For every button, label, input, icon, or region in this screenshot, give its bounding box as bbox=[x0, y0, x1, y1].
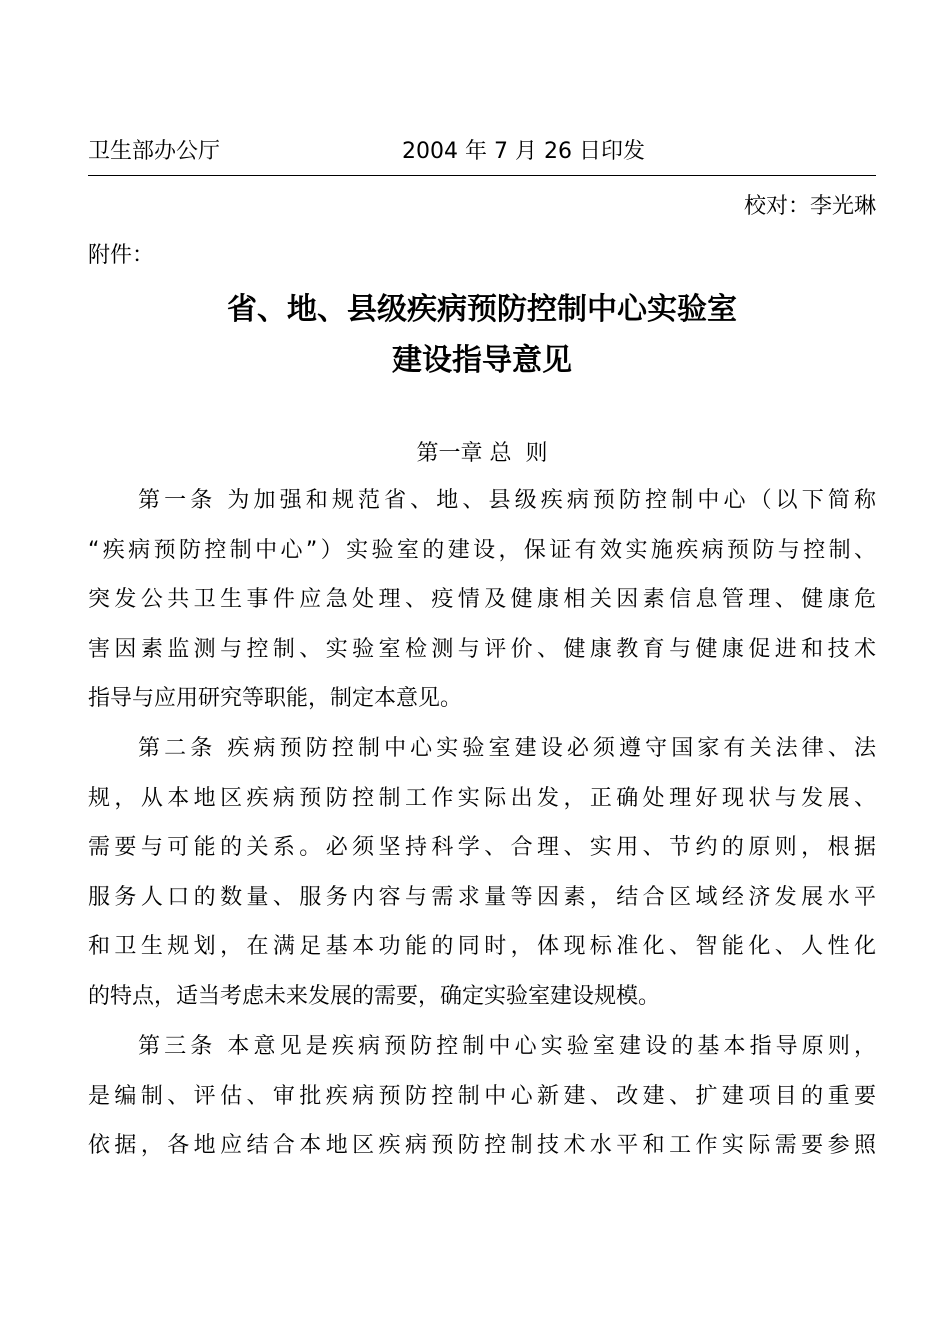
article-line: 的特点，适当考虑未来发展的需要，确定实验室建设规模。 bbox=[88, 983, 661, 1009]
chapter-heading: 第一章 总 则 bbox=[416, 441, 548, 466]
issuer-name: 卫生部办公厅 bbox=[88, 139, 221, 164]
article-1 bbox=[88, 476, 876, 724]
article-line: 第二条 疾病预防控制中心实验室建设必须遵守国家有关法律、法 bbox=[138, 736, 876, 761]
article-2 bbox=[88, 724, 876, 1022]
article-line: 害因素监测与控制、实验室检测与评价、健康教育与健康促进和技术 bbox=[88, 636, 876, 662]
attachment-label: 附件： bbox=[88, 243, 155, 268]
article-line: 是编制、评估、审批疾病预防控制中心新建、改建、扩建项目的重要 bbox=[88, 1083, 876, 1109]
document-title-line-2: 建设指导意见 bbox=[392, 343, 572, 378]
article-line: 规，从本地区疾病预防控制工作实际出发，正确处理好现状与发展、 bbox=[88, 785, 876, 811]
proofreader: 校对：李光琳 bbox=[743, 194, 876, 219]
article-line: 突发公共卫生事件应急处理、疫情及健康相关因素信息管理、健康危 bbox=[88, 587, 876, 613]
document-title-line-1: 省、地、县级疾病预防控制中心实验室 bbox=[227, 292, 737, 327]
issue-date: 2004 年 7 月 26 日印发 bbox=[402, 139, 645, 164]
article-line: 第一条 为加强和规范省、地、县级疾病预防控制中心（以下简称 bbox=[138, 488, 876, 513]
header-divider bbox=[88, 175, 876, 176]
article-line: 依据，各地应结合本地区疾病预防控制技术水平和工作实际需要参照 bbox=[88, 1133, 876, 1159]
article-3 bbox=[88, 1022, 876, 1171]
article-line: 服务人口的数量、服务内容与需求量等因素，结合区域经济发展水平 bbox=[88, 884, 876, 910]
article-line: 指导与应用研究等职能，制定本意见。 bbox=[88, 686, 463, 712]
article-line: 第三条 本意见是疾病预防控制中心实验室建设的基本指导原则， bbox=[138, 1034, 876, 1059]
article-line: “疾病预防控制中心”）实验室的建设，保证有效实施疾病预防与控制、 bbox=[88, 537, 876, 563]
article-line: 需要与可能的关系。必须坚持科学、合理、实用、节约的原则，根据 bbox=[88, 835, 876, 861]
article-line: 和卫生规划，在满足基本功能的同时，体现标准化、智能化、人性化 bbox=[88, 934, 876, 960]
